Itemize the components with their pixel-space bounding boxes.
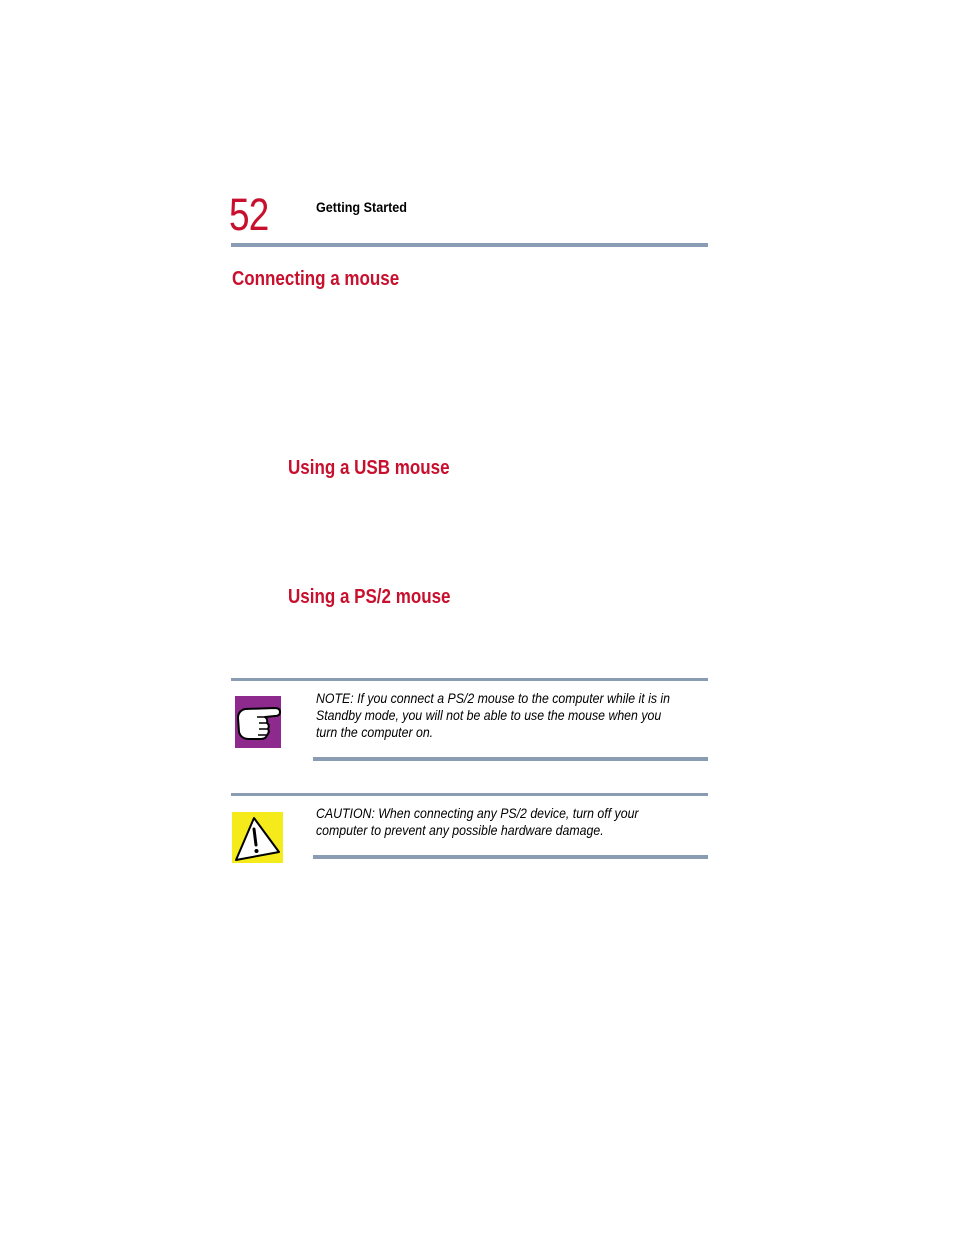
caution-top-divider [231,793,708,796]
subheading-usb-mouse: Using a USB mouse [288,457,450,479]
subheading-ps2-mouse: Using a PS/2 mouse [288,586,451,608]
running-header: Getting Started [316,199,408,215]
pointing-hand-icon [235,696,281,748]
warning-triangle-icon [232,812,283,863]
caution-bottom-divider [313,855,708,859]
caution-text: CAUTION: When connecting any PS/2 device, turn off your computer to prevent any possible hardware damage. [316,805,639,838]
note-text: NOTE: If you connect a PS/2 mouse to the computer while it is in Standby mode, you will not be able to use the mouse when you turn the computer on. [316,690,671,740]
note-bottom-divider [313,757,708,761]
note-top-divider [231,678,708,681]
section-heading-connecting-mouse: Connecting a mouse [232,268,400,290]
page-number: 52 [229,189,269,240]
header-divider [231,243,708,247]
